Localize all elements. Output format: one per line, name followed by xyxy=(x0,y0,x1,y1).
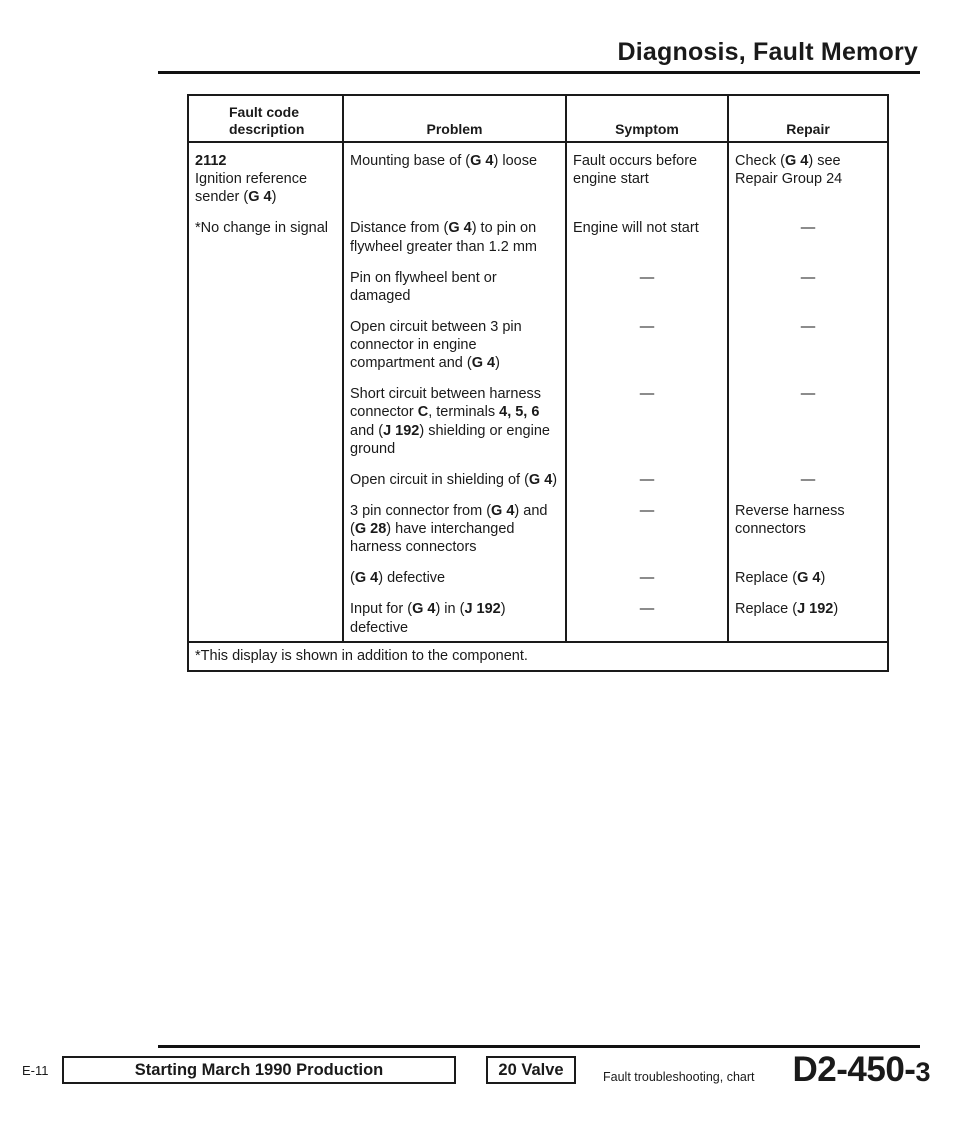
fault-code-cell xyxy=(188,142,343,219)
symptom-cell: — xyxy=(566,269,728,318)
repair-cell: Replace (G 4) xyxy=(728,569,888,600)
symptom-cell: — xyxy=(566,471,728,502)
page-number: D2-450-3 xyxy=(792,1050,930,1089)
problem-cell: Distance from (G 4) to pin on flywheel greater than 1.2 mm xyxy=(343,219,566,268)
title-rule xyxy=(158,71,920,74)
section-label: Fault troubleshooting, chart xyxy=(603,1070,755,1084)
problem-cell: Pin on flywheel bent or damaged xyxy=(343,269,566,318)
table-footnote-row xyxy=(188,642,888,671)
repair-cell: Replace (J 192) xyxy=(728,600,888,641)
symptom-cell: — xyxy=(566,385,728,471)
table-row xyxy=(188,569,888,600)
symptom-cell: — xyxy=(566,318,728,385)
symptom-cell: Fault occurs before engine start xyxy=(566,142,728,219)
fault-table xyxy=(187,94,889,672)
problem-cell: Input for (G 4) in (J 192) defective xyxy=(343,600,566,641)
symptom-cell: — xyxy=(566,600,728,641)
problem-cell: 3 pin connector from (G 4) and (G 28) have interchanged harness connectors xyxy=(343,502,566,569)
symptom-cell: — xyxy=(566,502,728,569)
header-fault-code: Fault code description xyxy=(188,95,343,142)
repair-cell: — xyxy=(728,318,888,385)
repair-cell: — xyxy=(728,269,888,318)
table-row xyxy=(188,502,888,569)
no-change-note: *No change in signal xyxy=(188,219,343,268)
header-repair: Repair xyxy=(728,95,888,142)
table-row xyxy=(188,269,888,318)
fault-code-number: 2112 xyxy=(195,153,227,169)
table-row xyxy=(188,318,888,385)
edge-mark: E-11 xyxy=(22,1063,49,1078)
table-row xyxy=(188,219,888,268)
symptom-cell: Engine will not start xyxy=(566,219,728,268)
valve-box: 20 Valve xyxy=(486,1056,576,1084)
problem-cell: (G 4) defective xyxy=(343,569,566,600)
symptom-cell: — xyxy=(566,569,728,600)
repair-cell: Check (G 4) see Repair Group 24 xyxy=(728,142,888,219)
repair-cell: — xyxy=(728,219,888,268)
table-row xyxy=(188,600,888,641)
production-box: Starting March 1990 Production xyxy=(62,1056,456,1084)
table-row xyxy=(188,142,888,219)
table-row xyxy=(188,385,888,471)
fault-code-desc-a: Ignition reference xyxy=(195,171,308,188)
header-problem: Problem xyxy=(343,95,566,142)
problem-cell: Open circuit in shielding of (G 4) xyxy=(343,471,566,502)
repair-cell: — xyxy=(728,471,888,502)
repair-cell: — xyxy=(728,385,888,471)
table-header-row xyxy=(188,95,888,142)
problem-cell: Mounting base of (G 4) loose xyxy=(343,142,566,219)
footer-rule xyxy=(158,1045,920,1048)
problem-cell: Short circuit between harness connector C, terminals 4, 5, 6 and (J 192) shielding or engine ground xyxy=(343,385,566,471)
repair-cell: Reverse harness connectors xyxy=(728,502,888,569)
fault-code-desc-b: sender (G 4) xyxy=(195,189,277,206)
problem-cell: Open circuit between 3 pin connector in engine compartment and (G 4) xyxy=(343,318,566,385)
page-title: Diagnosis, Fault Memory xyxy=(617,38,918,66)
header-symptom: Symptom xyxy=(566,95,728,142)
footnote: *This display is shown in addition to the component. xyxy=(188,642,888,671)
table-row xyxy=(188,471,888,502)
